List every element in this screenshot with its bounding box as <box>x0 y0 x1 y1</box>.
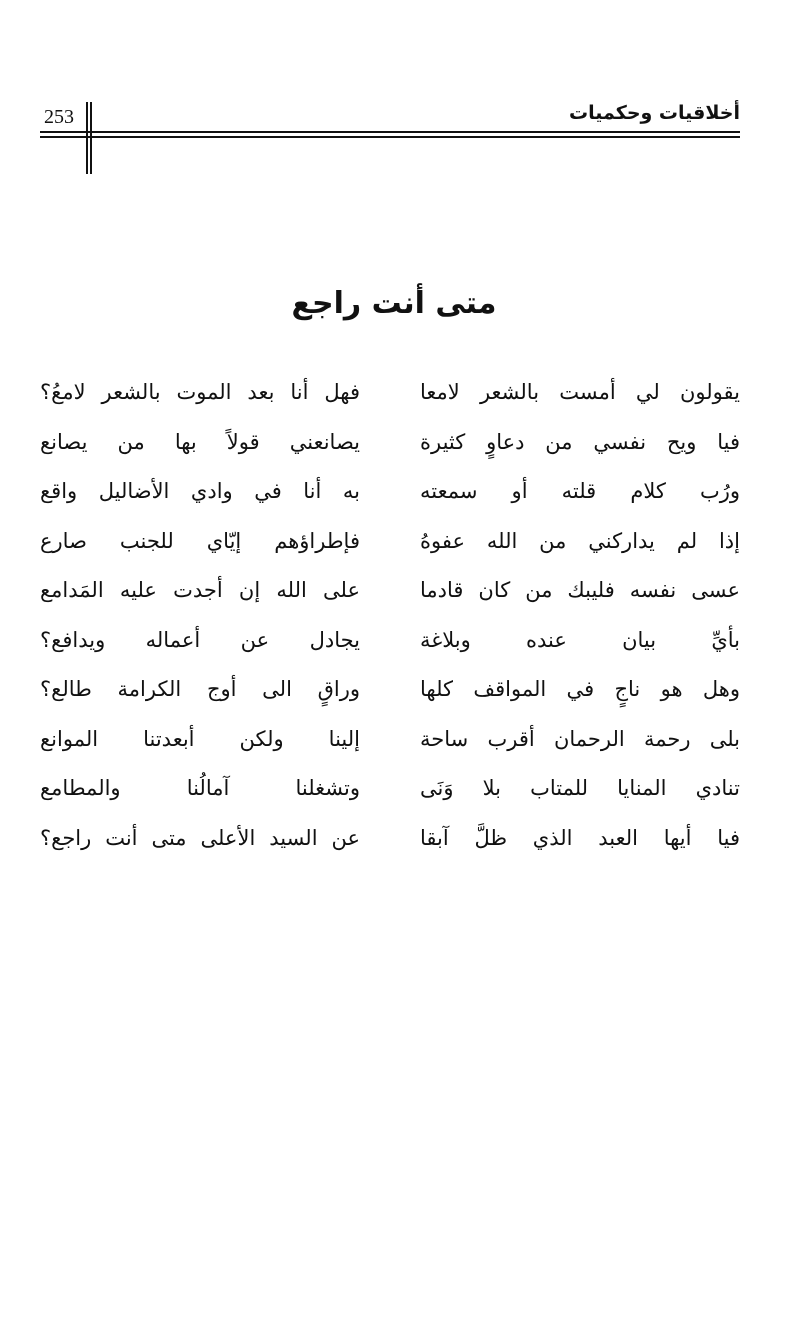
poem-title: متى أنت راجع <box>291 286 497 321</box>
verse-left-hemistich: به أنا في وادي الأضاليل واقع <box>40 479 360 503</box>
verse-right-hemistich: تنادي المنايا للمتاب بلا وَنَى <box>420 776 740 800</box>
page-header <box>40 98 740 178</box>
verse <box>40 521 740 571</box>
verse-left-hemistich: إلينا ولكن أبعدتنا الموانع <box>40 726 360 751</box>
verse-right-hemistich: إذا لم يداركني من الله عفوهُ <box>420 528 740 553</box>
verse-right-hemistich: يقولون لي أمست بالشعر لامعا <box>420 380 740 404</box>
header-vertical-rule <box>86 102 88 174</box>
verse-left-hemistich: فهل أنا بعد الموت بالشعر لامعُ؟ <box>40 380 360 404</box>
header-vertical-rule <box>90 102 92 174</box>
page-number: 253 <box>44 106 74 128</box>
verse <box>40 669 740 719</box>
header-rule <box>40 136 740 138</box>
verse-left-hemistich: فإطراؤهم إيّاي للجنب صارع <box>40 528 360 553</box>
verse-right-hemistich: ورُب كلام قلته أو سمعته <box>420 479 740 503</box>
verse <box>40 620 740 670</box>
verse-right-hemistich: بأيِّ بيان عنده وبلاغة <box>420 627 740 652</box>
verse <box>40 818 740 868</box>
verse <box>40 719 740 769</box>
verse-right-hemistich: عسى نفسه فليبك من كان قادما <box>420 578 740 602</box>
running-title: أخلاقيات وحكميات <box>569 102 740 124</box>
verse <box>40 471 740 521</box>
poem-body <box>40 372 740 867</box>
verse-right-hemistich: وهل هو ناجٍ في المواقف كلها <box>420 677 740 701</box>
verse <box>40 422 740 472</box>
verse-left-hemistich: يجادل عن أعماله ويدافع؟ <box>40 627 360 652</box>
verse-left-hemistich: عن السيد الأعلى متى أنت راجع؟ <box>40 825 360 850</box>
verse-left-hemistich: وتشغلنا آمالُنا والمطامع <box>40 776 360 800</box>
verse-right-hemistich: بلى رحمة الرحمان أقرب ساحة <box>420 726 740 751</box>
verse <box>40 372 740 422</box>
verse-right-hemistich: فيا ويح نفسي من دعاوٍ كثيرة <box>420 429 740 454</box>
verse <box>40 570 740 620</box>
verse <box>40 768 740 818</box>
verse-left-hemistich: على الله إن أجدت عليه المَدامع <box>40 578 360 602</box>
header-rule <box>40 131 740 133</box>
verse-left-hemistich: وراقٍ الى أوج الكرامة طالع؟ <box>40 677 360 701</box>
verse-left-hemistich: يصانعني قولاً بها من يصانع <box>40 429 360 454</box>
verse-right-hemistich: فيا أيها العبد الذي ظلَّ آبقا <box>420 825 740 850</box>
